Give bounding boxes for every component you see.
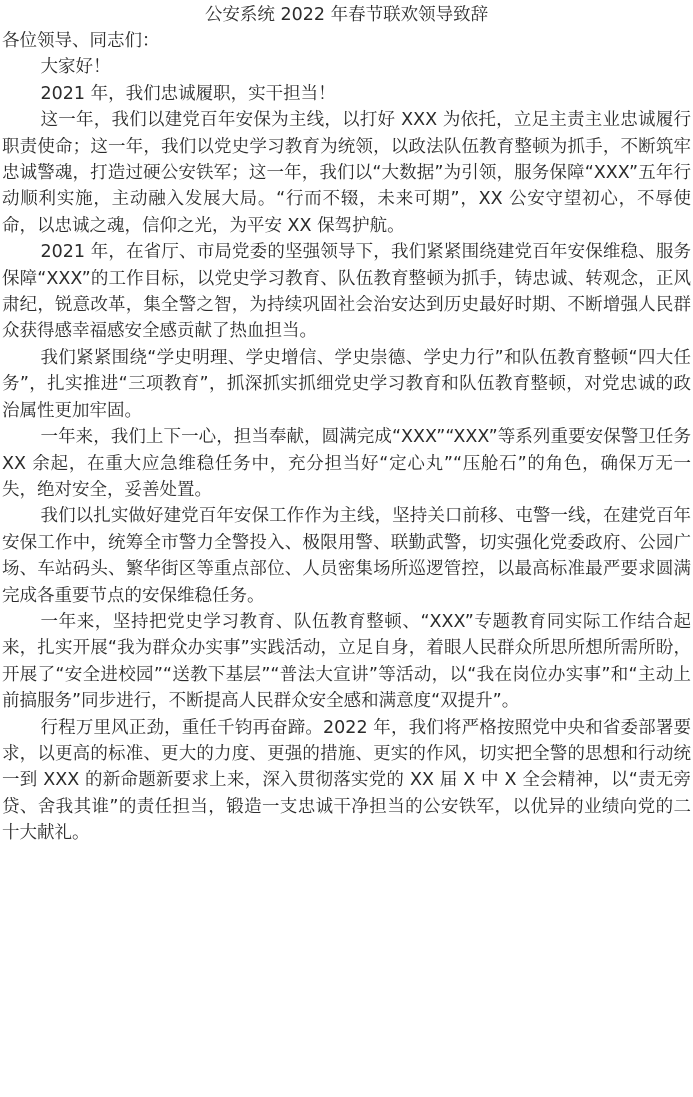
paragraph-centennial-security: 我们以扎实做好建党百年安保工作作为主线，坚持关口前移、屯警一线，在建党百年安保工作中，统筹全市警力全警投入、极限用警、联勤武警，切实强化党委政府、公园广场、车站码头、繁华街区等重点部位、人员密集场所巡逻管控，以最高标准最严要求圆满完成各重要节点的安保维稳任务。 bbox=[2, 506, 691, 606]
paragraph-this-year: 这一年，我们以建党百年安保为主线，以打好 XXX 为依托，立足主责主业忠诚履行职责使命；这一年，我们以党史学习教育为统领，以政法队伍教育整顿为抓手，不断筑牢忠诚警魂，打造过硬公安铁军；这一年，我们以“大数据”为引领，服务保障“XXX”五年行动顺利实施，主动融入发展大局。“行而不辍，未来可期”，XX 公安守望初心，不辱使命，以忠诚之魂，信仰之光，为平安 XX 保驾护航。 bbox=[2, 110, 691, 236]
paragraph-greeting: 大家好！ bbox=[40, 57, 111, 78]
paragraph-practical-service: 一年来，坚持把党史学习教育、队伍教育整顿、“XXX”专题教育同实际工作结合起来，扎实开展“我为群众办实事”实践活动，立足自身，着眼人民群众所思所想所需所盼，开展了“安全进校园”“送教下基层”“普法大宣讲”等活动，以“我在岗位办实事”和“主动上前搞服务”同步进行，不断提高人民群众安全感和满意度“双提升”。 bbox=[2, 611, 691, 712]
salutation: 各位领导、同志们： bbox=[2, 31, 160, 51]
paragraph-party-history: 我们紧紧围绕“学史明理、学史增信、学史崇德、学史力行”和队伍教育整顿“四大任务”，扎实推进“三项教育”，抓深抓实抓细党史学习教育和队伍教育整顿，对党忠诚的政治属性更加牢固。 bbox=[2, 347, 691, 421]
paragraph-security-tasks: 一年来，我们上下一心，担当奉献，圆满完成“XXX”“XXX”等系列重要安保警卫任务 XX 余起，在重大应急维稳任务中，充分担当好“定心丸”“压舱石”的角色，确保万无一失，绝对安全，妥善处置。 bbox=[2, 427, 691, 500]
document-title: 公安系统 2022 年春节联欢领导致辞 bbox=[204, 5, 489, 25]
paragraph-leadership: 2021 年，在省厅、市局党委的坚强领导下，我们紧紧围绕建党百年安保维稳、服务保障“XXX”的工作目标，以党史学习教育、队伍教育整顿为抓手，铸忠诚、转观念，正风肃纪，锐意改革，集全警之智，为持续巩固社会治安达到历史最好时期、不断增强人民群众获得感幸福感安全感贡献了热血担当。 bbox=[2, 242, 691, 342]
paragraph-2021-summary: 2021 年，我们忠诚履职，实干担当！ bbox=[40, 83, 336, 104]
paragraph-2022-outlook: 行程万里风正劲，重任千钧再奋蹄。2022 年，我们将严格按照党中央和省委部署要求，以更高的标准、更大的力度、更强的措施、更实的作风，切实把全警的思想和行动统一到 XXX 的新命题新要求上来，深入贯彻落实党的 XX 届 X 中 X 全会精神，以“责无旁贷、舍我其谁”的责任担当，锻造一支忠诚干净担当的公安铁军，以优异的业绩向党的二十大献礼。 bbox=[2, 717, 691, 844]
